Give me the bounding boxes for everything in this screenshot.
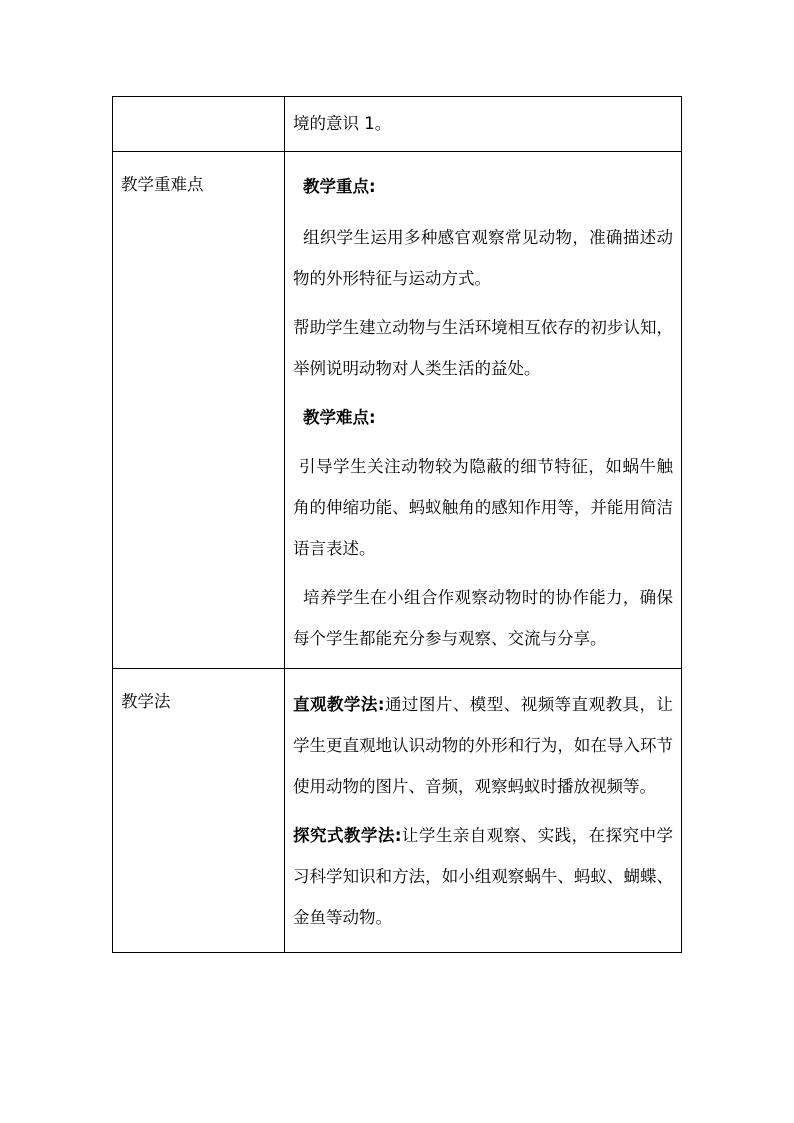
key-points-heading: 教学重点: (303, 177, 376, 196)
row-label-key-difficult: 教学重难点 (121, 175, 204, 194)
difficult-points-heading: 教学难点: (303, 408, 376, 427)
method-item (293, 815, 673, 938)
row-content-cell (285, 669, 682, 953)
table-row-key-difficult (113, 152, 682, 669)
row-content-cell (285, 97, 682, 152)
continuation-text: 境的意识 1。 (293, 114, 392, 133)
row-label-cell (113, 152, 285, 669)
lesson-plan-table (112, 96, 682, 953)
row-label-methods: 教学法 (121, 692, 171, 711)
table-row-methods (113, 669, 682, 953)
difficult-point-item: 引导学生关注动物较为隐蔽的细节特征，如蜗牛触角的伸缩功能、蚂蚁触角的感知作用等，并能用简洁语言表述。 (293, 457, 673, 558)
difficult-point-item: 培养学生在小组合作观察动物时的协作能力，确保每个学生都能充分参与观察、交流与分享。 (293, 588, 673, 648)
key-point-item: 组织学生运用多种感官观察常见动物，准确描述动物的外形特征与运动方式。 (293, 228, 673, 288)
key-point-item: 帮助学生建立动物与生活环境相互依存的初步认知，举例说明动物对人类生活的益处。 (293, 318, 673, 378)
table-row-continuation (113, 97, 682, 152)
method-name: 探究式教学法: (293, 826, 402, 845)
method-name: 直观教学法: (293, 695, 385, 714)
row-label-cell (113, 97, 285, 152)
method-item (293, 684, 673, 807)
row-label-cell (113, 669, 285, 953)
row-content-cell (285, 152, 682, 669)
method-description: 通过图片、模型、视频等直观教具，让学生更直观地认识动物的外形和行为，如在导入环节使用动物的图片、音频，观察蚂蚁时播放视频等。 (293, 695, 673, 796)
method-description: 让学生亲自观察、实践，在探究中学习科学知识和方法，如小组观察蜗牛、蚂蚁、蝴蝶、金鱼等动物。 (293, 826, 673, 927)
